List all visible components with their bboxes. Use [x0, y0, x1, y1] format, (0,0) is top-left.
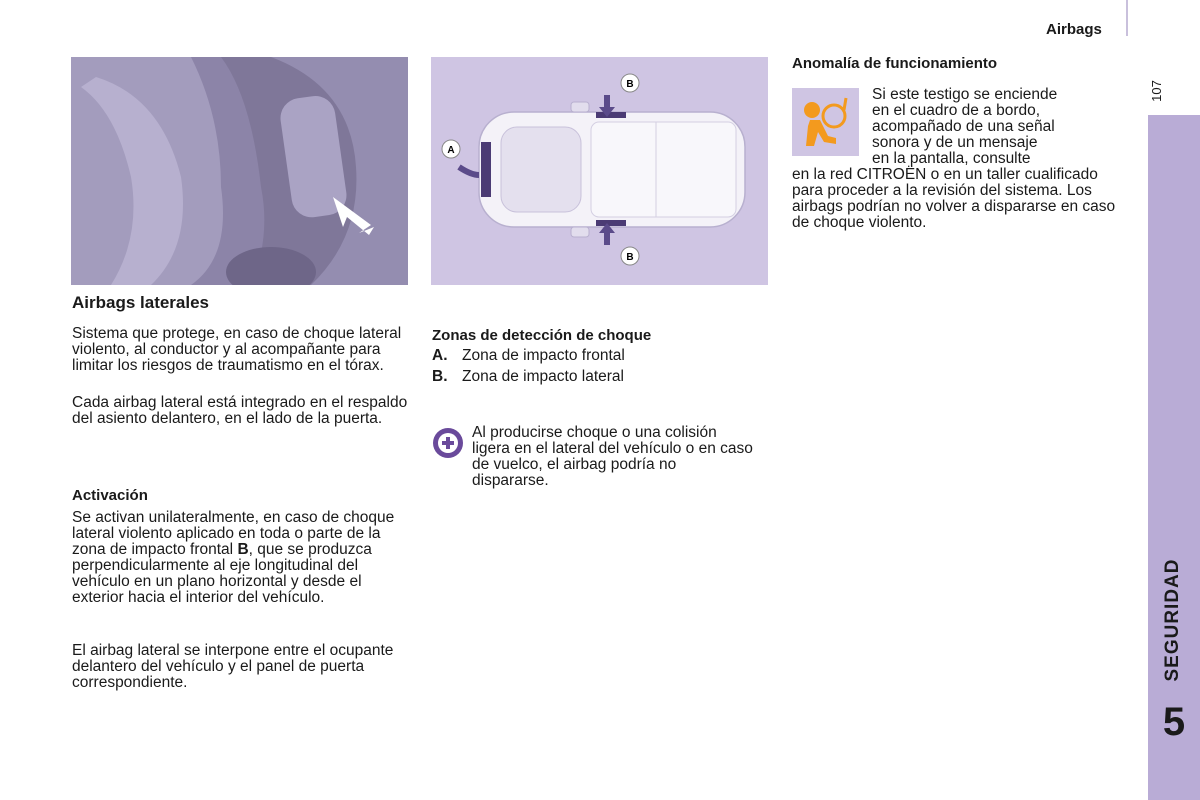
zone-a-marker	[481, 142, 491, 197]
zone-letter: A.	[432, 347, 448, 364]
integration-paragraph: Cada airbag lateral está integrado en el respaldo del asiento delantero, en el lado de la puerta.	[72, 394, 408, 427]
chapter-number: 5	[1162, 700, 1186, 744]
chapter-tab	[1148, 115, 1200, 800]
car-topview-diagram	[431, 57, 768, 285]
airbag-position-paragraph: El airbag lateral se interpone entre el ocupante delantero del vehículo y el panel de puerta correspondiente.	[72, 642, 394, 691]
malfunction-line: sonora y de un mensaje	[872, 134, 1038, 151]
diagram-label-b-top: B	[626, 79, 634, 90]
zone-b-bottom-marker	[596, 220, 626, 226]
airbag-warning-lamp	[792, 88, 859, 156]
note-paragraph: Al producirse choque o una colisión ligera en el lateral del vehículo o en caso de vuelco, el airbag podría no dispararse.	[472, 424, 753, 489]
activation-paragraph	[72, 510, 404, 606]
activation-heading: Activación	[72, 487, 148, 504]
detection-zones-heading: Zonas de detección de choque	[432, 327, 652, 344]
malfunction-intro	[872, 87, 1132, 167]
zone-item-a	[432, 348, 625, 364]
chapter-tab-label: SEGURIDAD	[1162, 558, 1183, 682]
airbag-warning-icon	[792, 88, 859, 156]
intro-paragraph: Sistema que protege, en caso de choque lateral violento, al conductor y al acompañante para limitar los riesgos de traumatismo en el tórax.	[72, 325, 402, 374]
zone-text: Zona de impacto lateral	[462, 368, 624, 385]
info-plus-icon	[431, 426, 465, 460]
activation-zone-letter: B	[237, 541, 249, 558]
malfunction-continuation: en la red CITROËN o en un taller cualificado para proceder a la revisión del sistema. Los airbags podrían no volver a dispararse en caso de choque violento.	[792, 166, 1116, 231]
zone-letter: B.	[432, 368, 448, 385]
header-divider	[1126, 0, 1128, 36]
page-number: 107	[1149, 80, 1164, 102]
activation-text-b: , que se produzca perpendicularmente al eje longitudinal del vehículo en un plano horizontal y desde el exterior hacia el interior del vehículo.	[72, 541, 372, 606]
zone-text: Zona de impacto frontal	[462, 347, 625, 364]
zone-item-b	[432, 369, 624, 385]
zone-b-top-marker	[596, 112, 626, 118]
section-heading: Airbags laterales	[72, 293, 210, 312]
seat-airbag-illustration	[71, 57, 408, 285]
section-title: Airbags	[1046, 21, 1102, 38]
malfunction-line: en la pantalla, consulte	[872, 150, 1031, 167]
malfunction-line: en el cuadro de a bordo,	[872, 102, 1041, 119]
malfunction-line: acompañado de una señal	[872, 118, 1055, 135]
diagram-label-b-bottom: B	[626, 252, 634, 263]
activation-text-a: Se activan unilateralmente, en caso de choque lateral violento aplicado en toda o parte de la zona de impacto frontal	[72, 509, 395, 558]
malfunction-line: Si este testigo se enciende	[872, 86, 1058, 103]
diagram-label-a: A	[447, 145, 455, 156]
car-silhouette	[479, 102, 745, 237]
malfunction-heading: Anomalía de funcionamiento	[792, 55, 998, 72]
